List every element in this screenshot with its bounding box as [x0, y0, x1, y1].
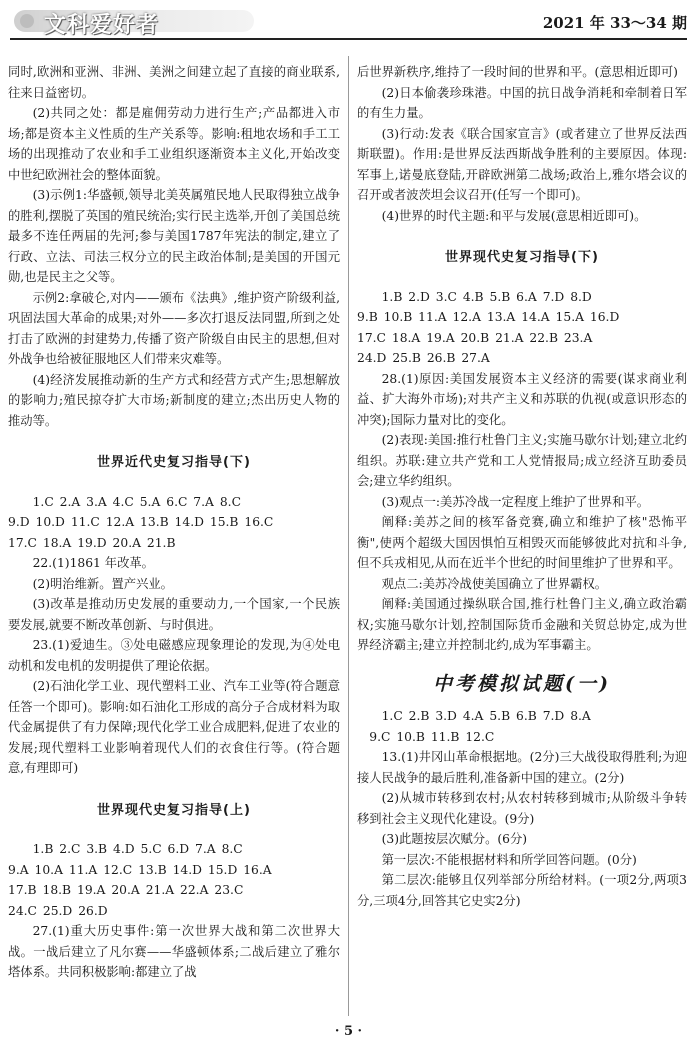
- paragraph: 观点二:美苏冷战使美国确立了世界霸权。: [381, 576, 608, 591]
- section-heading: 世界现代史复习指导(上): [97, 802, 251, 818]
- paragraph: (4)经济发展推动新的生产方式和经营方式产生;思想解放的影响力;殖民掠夺扩大市场;新制度的建立;杰出历史人物的推动等。: [8, 372, 340, 428]
- answer-row: 24.D 25.B 26.B 27.A: [357, 351, 490, 365]
- paragraph: (2)日本偷袭珍珠港。中国的抗日战争消耗和牵制着日军的有生力量。: [357, 85, 687, 120]
- paragraph: (3)此题按层次赋分。(6分): [381, 832, 528, 846]
- answer-row: 1.C 2.B 3.D 4.A 5.B 6.B 7.D 8.A: [381, 709, 591, 723]
- section-heading: 世界现代史复习指导(下): [445, 250, 599, 265]
- paragraph: 阐释:美苏之间的核军备竞赛,确立和维护了核"恐怖平衡",使两个超级大国因惧怕互相毁灭而能够彼此对抗和斗争,但不兵戎相见,从而在近半个世纪的时间里维护了世界和平。: [357, 515, 687, 570]
- paragraph: 27.(1)重大历史事件:第一次世界大战和第二次世界大战。一战后建立了凡尔赛——华盛顿体系;二战后建立了雅尔塔体系。共同积极影响:都建立了战: [8, 924, 340, 979]
- paragraph: (2)石油化学工业、现代塑料工业、汽车工业等(符合题意任答一个即可)。影响:如石油化工形成的高分子合成材料为取代金属提供了有力保障;现代化学工业合成肥料,促进了农业的发展;现代塑料工业影响着现代人们的衣食住行等。(符合题意,有理即可): [8, 679, 340, 775]
- answer-row: 17.B 18.B 19.A 20.A 21.A 22.A 23.C: [8, 883, 244, 897]
- column-divider: [348, 56, 349, 1016]
- right-column: [357, 62, 687, 911]
- paragraph: (3)示例1:华盛顿,领导北美英属殖民地人民取得独立战争的胜利,摆脱了英国的殖民统治;实行民主选举,开创了美国总统最多不连任两届的先河;参与美国1787年宪法的制定,建立了行政、立法、司法三权分立的民主政治体制;是美国的开国元勋,也是民主之父等。: [8, 188, 340, 284]
- paragraph: 23.(1)爱迪生。③处电磁感应现象理论的发现,为④处电动机和发电机的发明提供了理论依据。: [8, 638, 340, 673]
- answer-row: 9.C 10.B 11.B 12.C: [369, 729, 495, 744]
- page-header: [0, 0, 697, 40]
- paragraph: (4)世界的时代主题:和平与发展(意思相近即可)。: [381, 208, 647, 223]
- paragraph: 第一层次:不能根据材料和所学回答问题。(0分): [381, 852, 637, 867]
- paragraph: (3)改革是推动历史发展的重要动力,一个国家,一个民族要发展,就要不断改革创新、与时俱进。: [8, 597, 340, 632]
- paragraph: 阐释:美国通过操纵联合国,推行杜鲁门主义,确立政治霸权;实施马歇尔计划,控制国际货币金融和关贸总协定,成为世界经济霸主;建立并控制北约,成为军事霸主。: [357, 597, 687, 652]
- answer-row: 1.B 2.D 3.C 4.B 5.B 6.A 7.D 8.D: [381, 289, 592, 304]
- paragraph: (3)观点一:美苏冷战一定程度上维护了世界和平。: [381, 494, 650, 509]
- paragraph: 第二层次:能够且仅列举部分所给材料。(一项2分,两项3分,三项4分,回答其它史实2分): [357, 873, 687, 908]
- paragraph: 示例2:拿破仑,对内——颁布《法典》,维护资产阶级利益,巩固法国大革命的成果;对外——多次打退反法同盟,所到之处打击了欧洲的封建势力,传播了资产阶级自由民主的思想,但对外战争也给被征服地区人们带来灾难等。: [8, 290, 340, 366]
- answer-row: 1.B 2.C 3.B 4.D 5.C 6.D 7.A 8.C: [32, 842, 243, 856]
- exam-heading: 中考模拟试题(一): [433, 672, 611, 695]
- answer-row: 17.C 18.A 19.A 20.B 21.A 22.B 23.A: [357, 330, 593, 345]
- paragraph: (3)行动:发表《联合国家宣言》(或者建立了世界反法西斯联盟)。作用:是世界反法西斯战争胜利的主要原因。体现:军事上,诺曼底登陆,开辟欧洲第二战场;政治上,雅尔塔会议的召开或者波茨坦会议召开(任写一个即可)。: [357, 126, 687, 202]
- paragraph: 22.(1)1861 年改革。: [32, 556, 154, 570]
- brand-title: 文科爱好者: [44, 13, 160, 38]
- answer-row: 1.C 2.A 3.A 4.C 5.A 6.C 7.A 8.C: [32, 494, 241, 509]
- left-column: [8, 62, 340, 983]
- issue-number: 2021 年 33～34 期: [542, 14, 687, 32]
- header-rule: [10, 38, 687, 40]
- page-number: · 5 ·: [334, 1024, 363, 1039]
- paragraph: 后世界新秩序,维持了一段时间的世界和平。(意思相近即可): [357, 65, 678, 79]
- brand-dot-icon: [20, 14, 34, 28]
- answer-row: 9.A 10.A 11.A 12.C 13.B 14.D 15.D 16.A: [8, 862, 272, 877]
- answer-row: 9.B 10.B 11.A 12.A 13.A 14.A 15.A 16.D: [357, 310, 620, 324]
- section-heading: 世界近代史复习指导(下): [97, 455, 251, 470]
- paragraph: (2)共同之处：都是雇佣劳动力进行生产;产品都进入市场;都是资本主义性质的生产关系等。影响:租地农场和手工工场的出现推动了农业和手工业组织逐渐资本主义化,开始改变中世纪欧洲社会的整体面貌。: [8, 106, 340, 182]
- answer-row: 9.D 10.D 11.C 12.A 13.B 14.D 15.B 16.C: [8, 515, 274, 529]
- answer-row: 17.C 18.A 19.D 20.A 21.B: [8, 535, 176, 550]
- paragraph: 13.(1)井冈山革命根据地。(2分)三大战役取得胜利;为迎接人民战争的最后胜利,准备新中国的建立。(2分): [357, 750, 687, 785]
- answer-row: 24.C 25.D 26.D: [8, 903, 108, 918]
- paragraph: (2)表现:美国:推行杜鲁门主义;实施马歇尔计划;建立北约组织。苏联:建立共产党和工人党情报局;成立经济互助委员会;建立华约组织。: [357, 433, 687, 488]
- paragraph: 28.(1)原因:美国发展资本主义经济的需要(谋求商业利益、扩大海外市场);对共产主义和苏联的仇视(或意识形态的冲突);国际力量对比的变化。: [357, 371, 687, 427]
- paragraph: (2)从城市转移到农村;从农村转移到城市;从阶级斗争转移到社会主义现代化建设。(9分): [357, 791, 687, 826]
- paragraph: (2)明治维新。置产兴业。: [32, 576, 173, 591]
- paragraph: 同时,欧洲和亚洲、非洲、美洲之间建立起了直接的商业联系,往来日益密切。: [8, 65, 340, 100]
